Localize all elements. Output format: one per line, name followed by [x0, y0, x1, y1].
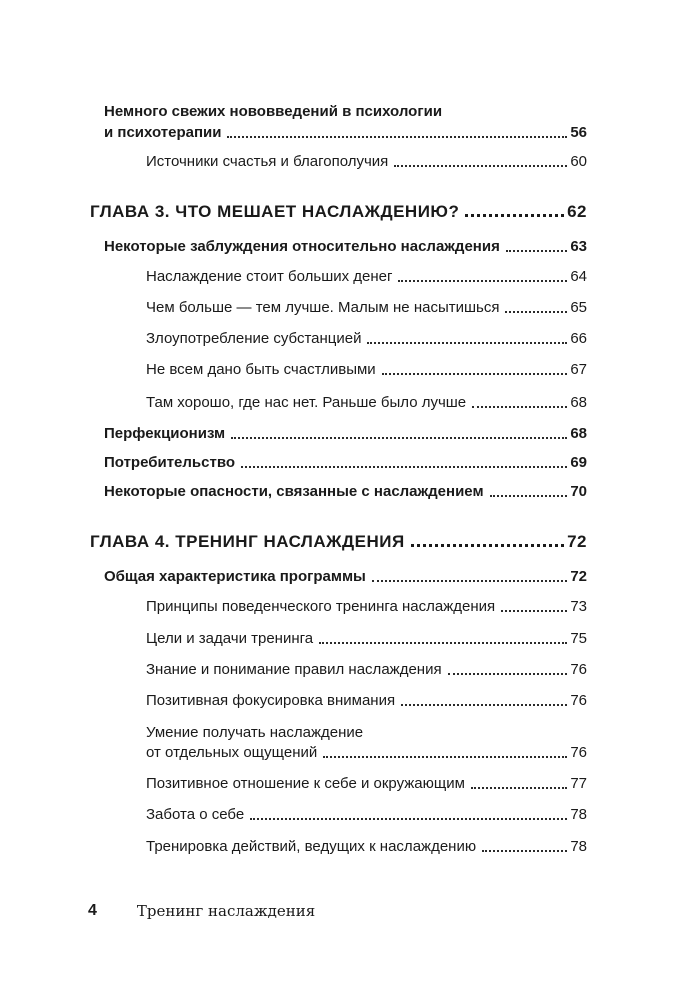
toc-page-number: 66 [570, 330, 587, 347]
leader-dots [382, 372, 568, 375]
toc-page-number: 63 [570, 238, 587, 255]
toc-subsection[interactable] [146, 268, 587, 286]
toc-page-number: 68 [570, 394, 587, 411]
toc-subsection[interactable] [146, 598, 587, 616]
toc-section[interactable] [104, 568, 587, 586]
toc-page-number: 68 [570, 425, 587, 442]
toc-subsection-title: Принципы поведенческого тренинга наслаждения [146, 598, 496, 615]
footer-page-number: 4 [88, 902, 97, 919]
toc-subsection[interactable] [146, 692, 587, 710]
toc-section[interactable] [104, 425, 587, 443]
toc-page-number: 65 [570, 299, 587, 316]
toc-section[interactable] [104, 483, 587, 501]
toc-page-number: 78 [570, 806, 587, 823]
page-footer [88, 902, 315, 920]
toc-subsection-title: Знание и понимание правил наслаждения [146, 661, 442, 678]
toc-page-number: 60 [570, 153, 587, 170]
leader-dots [319, 641, 567, 644]
toc-page-number: 56 [570, 124, 587, 141]
toc-section-title-line1: Немного свежих нововведений в психологии [104, 103, 443, 120]
toc-subsection-title: Не всем дано быть счастливыми [146, 361, 376, 378]
leader-dots [448, 672, 568, 675]
toc-subsection[interactable] [146, 744, 587, 762]
toc-subsection[interactable] [146, 361, 587, 379]
toc-chapter-4[interactable] [90, 533, 587, 551]
toc-subsection[interactable] [146, 153, 587, 171]
leader-dots [231, 436, 567, 439]
toc-page-number: 75 [570, 630, 587, 647]
toc-section[interactable] [104, 238, 587, 256]
toc-subsection-title: Источники счастья и благополучия [146, 153, 389, 170]
footer-book-title: Тренинг наслаждения [136, 902, 316, 920]
toc-subsection[interactable] [146, 630, 587, 648]
toc-page-number: 67 [570, 361, 587, 378]
toc-subsection[interactable] [146, 394, 587, 412]
leader-dots [505, 310, 567, 313]
leader-dots [401, 703, 567, 706]
toc-page-number: 76 [570, 692, 587, 709]
toc-subsection[interactable] [146, 661, 587, 679]
leader-dots [506, 249, 567, 252]
leader-dots [372, 579, 567, 582]
leader-dots [241, 465, 567, 468]
toc-page-number: 69 [570, 454, 587, 471]
toc-page-number: 72 [567, 532, 587, 551]
toc-subsection-title: Тренировка действий, ведущих к наслаждению [146, 838, 477, 855]
leader-dots [490, 494, 568, 497]
toc-section[interactable] [104, 124, 587, 142]
leader-dots [367, 341, 567, 344]
toc-section-title-line2: и психотерапии [104, 124, 222, 141]
toc-subsection-title-line1: Умение получать наслаждение [146, 724, 364, 741]
toc-section-title: Некоторые опасности, связанные с наслаждением [104, 483, 484, 500]
leader-dots [501, 609, 567, 612]
toc-subsection-title: Позитивное отношение к себе и окружающим [146, 775, 465, 792]
toc-page-number: 70 [570, 483, 587, 500]
toc-chapter-3[interactable] [90, 203, 587, 221]
toc-section-title: Некоторые заблуждения относительно наслаждения [104, 238, 500, 255]
toc-page-number: 76 [570, 744, 587, 761]
toc-subsection-title: Позитивная фокусировка внимания [146, 692, 396, 709]
toc-page-number: 78 [570, 838, 587, 855]
toc-subsection[interactable] [146, 330, 587, 348]
leader-dots [472, 405, 567, 408]
leader-dots [250, 817, 567, 820]
toc-subsection[interactable] [146, 806, 587, 824]
leader-dots [398, 279, 567, 282]
toc-subsection[interactable] [146, 775, 587, 793]
toc-subsection-title-line2: от отдельных ощущений [146, 744, 318, 761]
toc-subsection-title: Наслаждение стоит больших денег [146, 268, 393, 285]
toc-section[interactable] [104, 454, 587, 472]
toc-page-number: 73 [570, 598, 587, 615]
toc-subsection-title: Злоупотребление субстанцией [146, 330, 362, 347]
leader-dots [227, 135, 567, 138]
toc-subsection[interactable] [146, 838, 587, 856]
toc-page-number: 76 [570, 661, 587, 678]
toc-page-number: 64 [570, 268, 587, 285]
toc-subsection[interactable] [146, 299, 587, 317]
toc-chapter-title: ГЛАВА 3. ЧТО МЕШАЕТ НАСЛАЖДЕНИЮ? [90, 202, 460, 221]
toc-section-title: Потребительство [104, 454, 236, 471]
toc-page-number: 77 [570, 775, 587, 792]
toc-subsection-title: Цели и задачи тренинга [146, 630, 314, 647]
leader-dots [323, 755, 567, 758]
toc-subsection-title: Чем больше — тем лучше. Малым не насытишься [146, 299, 500, 316]
toc-chapter-title: ГЛАВА 4. ТРЕНИНГ НАСЛАЖДЕНИЯ [90, 532, 405, 551]
toc-subsection-title: Забота о себе [146, 806, 245, 823]
toc-page-number: 62 [567, 202, 587, 221]
toc-section-title: Перфекционизм [104, 425, 226, 442]
toc-page-number: 72 [570, 568, 587, 585]
toc-section-title: Общая характеристика программы [104, 568, 366, 585]
leader-dots [471, 786, 567, 789]
leader-dots [411, 543, 564, 547]
toc-subsection-title: Там хорошо, где нас нет. Раньше было лучше [146, 394, 467, 411]
leader-dots [465, 213, 564, 217]
leader-dots [394, 164, 567, 167]
leader-dots [482, 849, 567, 852]
